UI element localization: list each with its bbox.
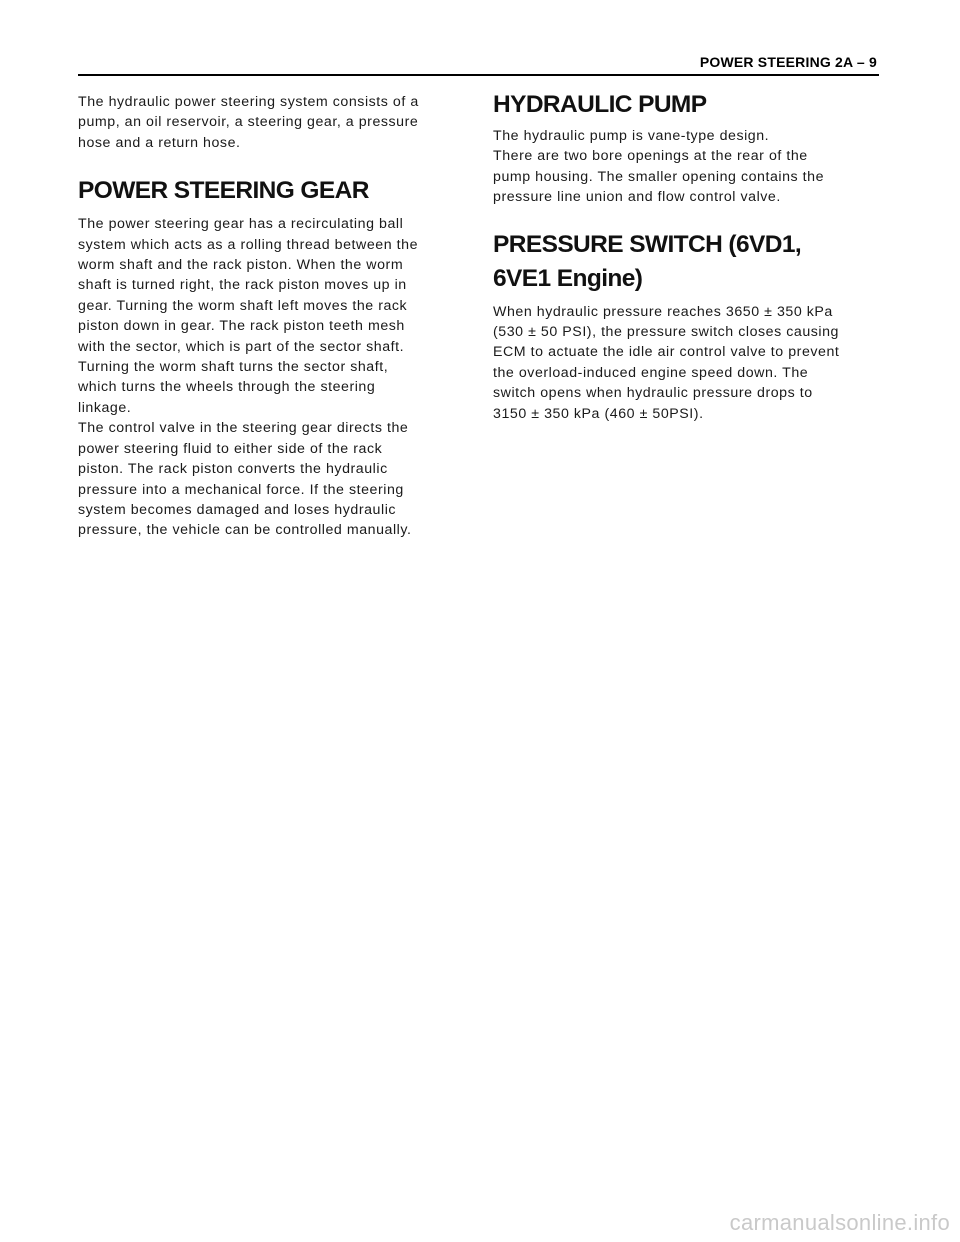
power-steering-gear-paragraph: The power steering gear has a recirculating ball system which acts as a rolling thread between the worm shaft and the rack piston. When the worm shaft is turned right, the rack piston moves up in gear. Turning the worm shaft left moves the rack piston down in gear. The rack piston teeth mesh with the sector, which is part of the sector shaft. Turning the worm shaft turns the sector shaft, which turns the wheels through the steering linkage. The control valve in the steering gear directs the power steering fluid to either side of the rack piston. The rack piston converts the hydraulic pressure into a mechanical force. If the steering system becomes damaged and loses hydraulic pressure, the vehicle can be controlled manually. xyxy=(78,216,419,539)
right-column xyxy=(493,92,883,424)
page-header xyxy=(78,54,879,76)
running-title: POWER STEERING 2A – 9 xyxy=(699,54,877,70)
power-steering-gear-heading: POWER STEERING GEAR xyxy=(78,177,369,205)
pressure-switch-paragraph: When hydraulic pressure reaches 3650 ± 350 kPa (530 ± 50 PSI), the pressure switch closes causing ECM to actuate the idle air control valve to prevent the overload-induced engine speed down. The switch opens when hydraulic pressure drops to 3150 ± 350 kPa (460 ± 50PSI). xyxy=(493,303,840,422)
pressure-switch-heading: PRESSURE SWITCH (6VD1, 6VE1 Engine) xyxy=(493,230,802,292)
watermark: carmanualsonline.info xyxy=(729,1210,950,1235)
left-column xyxy=(78,92,458,541)
hydraulic-pump-paragraph: The hydraulic pump is vane-type design. There are two bore openings at the rear of the pump housing. The smaller opening contains the pressure line union and flow control valve. xyxy=(493,128,825,206)
intro-paragraph: The hydraulic power steering system consists of a pump, an oil reservoir, a steering gear, a pressure hose and a return hose. xyxy=(78,94,419,151)
hydraulic-pump-heading: HYDRAULIC PUMP xyxy=(493,91,707,118)
